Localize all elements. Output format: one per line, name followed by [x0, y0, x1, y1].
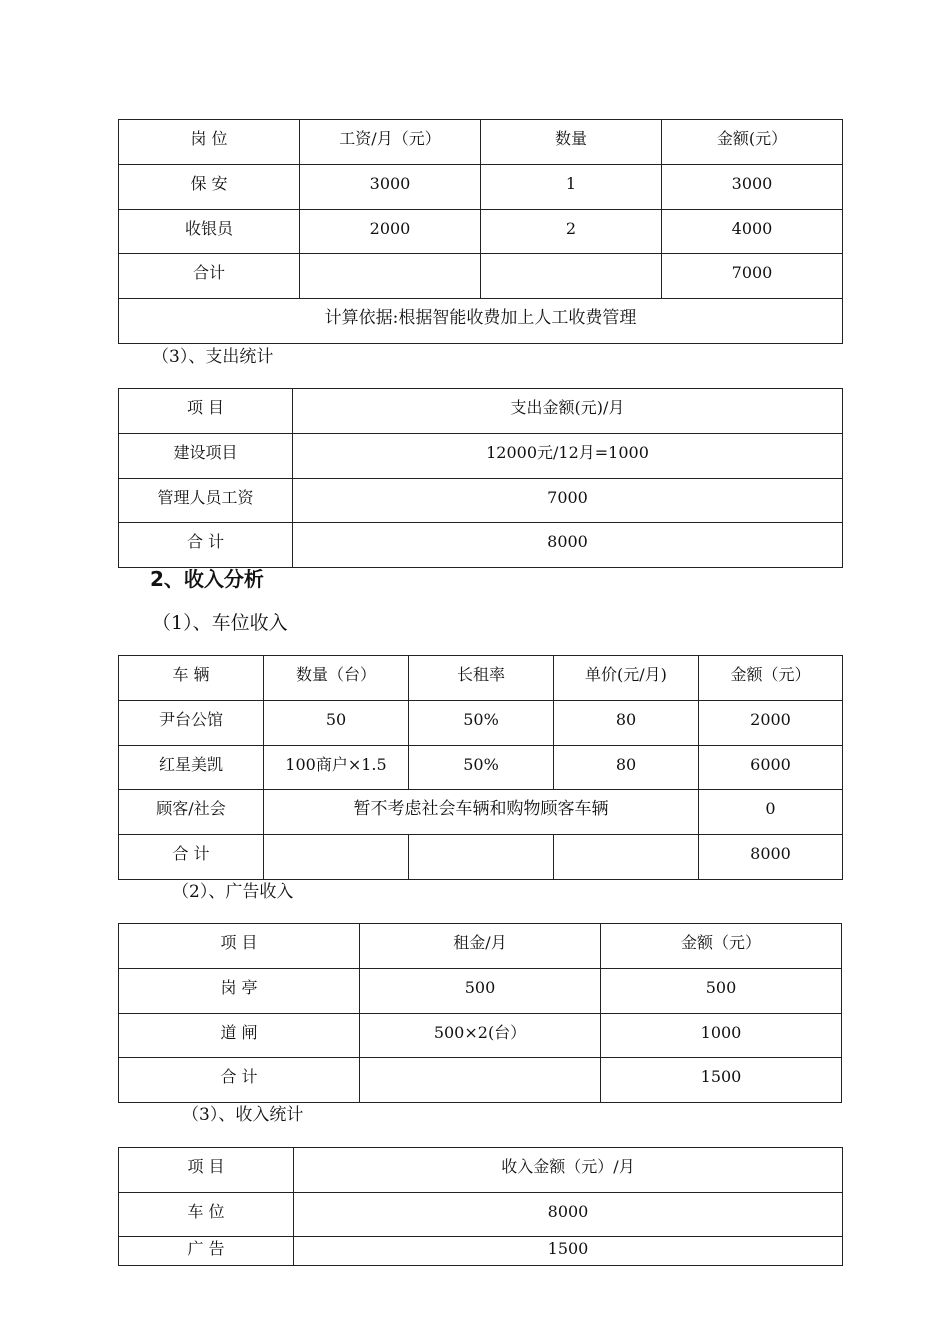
table-cell: 车 位 — [119, 1193, 294, 1237]
income-summary-title: （3）、收入统计 — [182, 1105, 304, 1125]
table-cell: 收银员 — [119, 210, 300, 254]
header-cell: 项 目 — [119, 389, 293, 434]
table-row — [119, 701, 843, 746]
table-cell — [409, 835, 554, 880]
header-cell: 岗 位 — [119, 120, 300, 165]
header-cell: 金额(元） — [662, 120, 843, 165]
expense-title: （3）、支出统计 — [152, 347, 274, 367]
table-cell: 8000 — [294, 1193, 843, 1237]
table-cell: 7000 — [662, 254, 843, 299]
table-cell: 合 计 — [119, 835, 264, 880]
ad-income-table — [118, 923, 842, 1103]
table-header-row — [119, 656, 843, 701]
header-cell: 数量（台） — [264, 656, 409, 701]
section-heading: 2、收入分析 — [150, 567, 264, 591]
table-row — [119, 210, 843, 254]
table-note-row — [119, 299, 843, 344]
header-cell: 金额（元） — [699, 656, 843, 701]
table-header-row — [119, 120, 843, 165]
table-cell: 暂不考虑社会车辆和购物顾客车辆 — [264, 790, 699, 835]
table-cell: 2000 — [699, 701, 843, 746]
table-cell: 1500 — [294, 1237, 843, 1266]
table-cell: 合计 — [119, 254, 300, 299]
table-row — [119, 1193, 843, 1237]
table-cell: 4000 — [662, 210, 843, 254]
table-cell: 保 安 — [119, 165, 300, 210]
table-cell: 岗 亭 — [119, 969, 360, 1014]
table-cell: 8000 — [293, 523, 843, 568]
table-cell: 0 — [699, 790, 843, 835]
table-header-row — [119, 924, 842, 969]
table-row — [119, 969, 842, 1014]
header-cell: 收入金额（元）/月 — [294, 1148, 843, 1193]
table-header-row — [119, 389, 843, 434]
table-cell: 50% — [409, 701, 554, 746]
table-cell: 500×2(台） — [360, 1014, 601, 1058]
table-cell: 2 — [481, 210, 662, 254]
table-cell — [300, 254, 481, 299]
table-cell: 红星美凯 — [119, 746, 264, 790]
header-cell: 单价(元/月) — [554, 656, 699, 701]
table-row — [119, 479, 843, 523]
table-cell: 80 — [554, 746, 699, 790]
table-total-row — [119, 1058, 842, 1103]
header-cell: 租金/月 — [360, 924, 601, 969]
table-cell: 7000 — [293, 479, 843, 523]
table-cell: 6000 — [699, 746, 843, 790]
table-cell: 管理人员工资 — [119, 479, 293, 523]
table-cell: 500 — [601, 969, 842, 1014]
table-row — [119, 746, 843, 790]
table-cell: 1500 — [601, 1058, 842, 1103]
table-cell: 12000元/12月=1000 — [293, 434, 843, 479]
ad-income-title: （2）、广告收入 — [172, 882, 294, 902]
table-cell: 尹台公馆 — [119, 701, 264, 746]
header-cell: 长租率 — [409, 656, 554, 701]
header-cell: 支出金额(元)/月 — [293, 389, 843, 434]
table-cell: 1000 — [601, 1014, 842, 1058]
table-cell: 合 计 — [119, 523, 293, 568]
table-cell — [481, 254, 662, 299]
parking-income-table — [118, 655, 843, 880]
calculation-note: 计算依据:根据智能收费加上人工收费管理 — [119, 299, 843, 344]
table-row — [119, 790, 843, 835]
table-cell: 50 — [264, 701, 409, 746]
table-row — [119, 1014, 842, 1058]
table-cell: 8000 — [699, 835, 843, 880]
header-cell: 项 目 — [119, 1148, 294, 1193]
table-cell: 3000 — [300, 165, 481, 210]
table-cell: 100商户×1.5 — [264, 746, 409, 790]
table-cell: 广 告 — [119, 1237, 294, 1266]
table-row — [119, 1237, 843, 1266]
header-cell: 工资/月（元） — [300, 120, 481, 165]
table-cell: 80 — [554, 701, 699, 746]
salary-table — [118, 119, 843, 344]
table-cell: 3000 — [662, 165, 843, 210]
table-cell: 道 闸 — [119, 1014, 360, 1058]
table-cell: 2000 — [300, 210, 481, 254]
expense-table — [118, 388, 843, 568]
table-cell — [554, 835, 699, 880]
parking-income-title: （1）、车位收入 — [152, 612, 288, 634]
table-cell: 50% — [409, 746, 554, 790]
header-cell: 车 辆 — [119, 656, 264, 701]
table-cell: 1 — [481, 165, 662, 210]
table-cell: 建设项目 — [119, 434, 293, 479]
table-cell: 顾客/社会 — [119, 790, 264, 835]
table-cell: 合 计 — [119, 1058, 360, 1103]
table-cell — [360, 1058, 601, 1103]
table-total-row — [119, 523, 843, 568]
header-cell: 数量 — [481, 120, 662, 165]
income-summary-table — [118, 1147, 843, 1266]
header-cell: 项 目 — [119, 924, 360, 969]
table-total-row — [119, 254, 843, 299]
table-cell: 500 — [360, 969, 601, 1014]
table-row — [119, 165, 843, 210]
table-total-row — [119, 835, 843, 880]
header-cell: 金额（元） — [601, 924, 842, 969]
table-header-row — [119, 1148, 843, 1193]
table-row — [119, 434, 843, 479]
table-cell — [264, 835, 409, 880]
